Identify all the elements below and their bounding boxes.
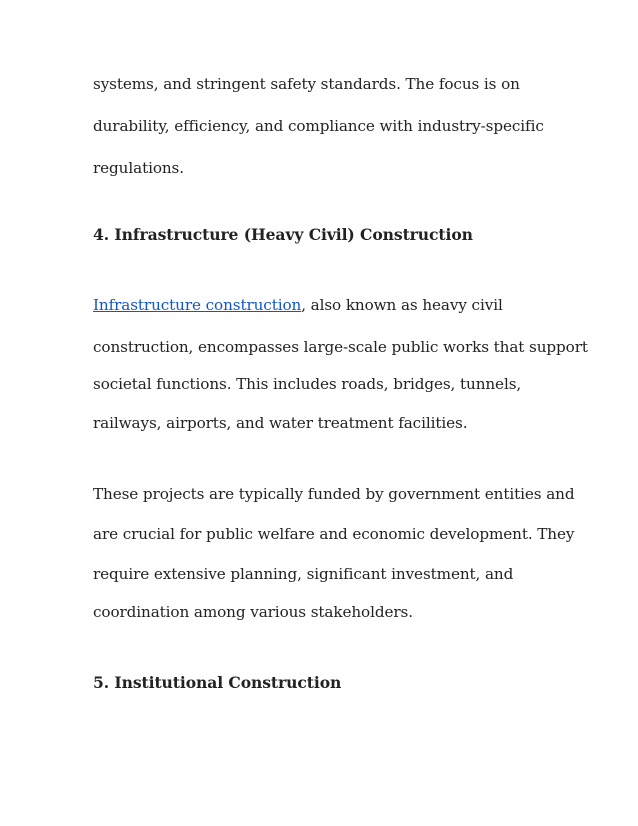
section-5-heading: 5. Institutional Construction — [93, 673, 342, 692]
section-4-paragraph-1-line-2: construction, encompasses large-scale public works that support — [93, 338, 588, 356]
intro-line-1: systems, and stringent safety standards. The focus is on — [93, 75, 520, 93]
section-4-paragraph-2-line-1: These projects are typically funded by government entities and — [93, 485, 575, 503]
line-continuation: , also known as heavy civil — [301, 296, 503, 314]
intro-line-2: durability, efficiency, and compliance with industry-specific — [93, 117, 544, 135]
intro-line-3: regulations. — [93, 159, 184, 177]
infrastructure-construction-link[interactable]: Infrastructure construction — [93, 296, 302, 314]
section-4-paragraph-1-line-4: railways, airports, and water treatment facilities. — [93, 414, 468, 432]
section-4-heading: 4. Infrastructure (Heavy Civil) Construction — [93, 225, 473, 244]
section-4-paragraph-2-line-4: coordination among various stakeholders. — [93, 603, 413, 621]
section-4-paragraph-1-line-1 — [93, 295, 503, 315]
section-4-paragraph-2-line-2: are crucial for public welfare and economic development. They — [93, 525, 575, 543]
section-4-paragraph-2-line-3: require extensive planning, significant investment, and — [93, 565, 514, 583]
section-4-paragraph-1-line-3: societal functions. This includes roads, bridges, tunnels, — [93, 375, 522, 393]
